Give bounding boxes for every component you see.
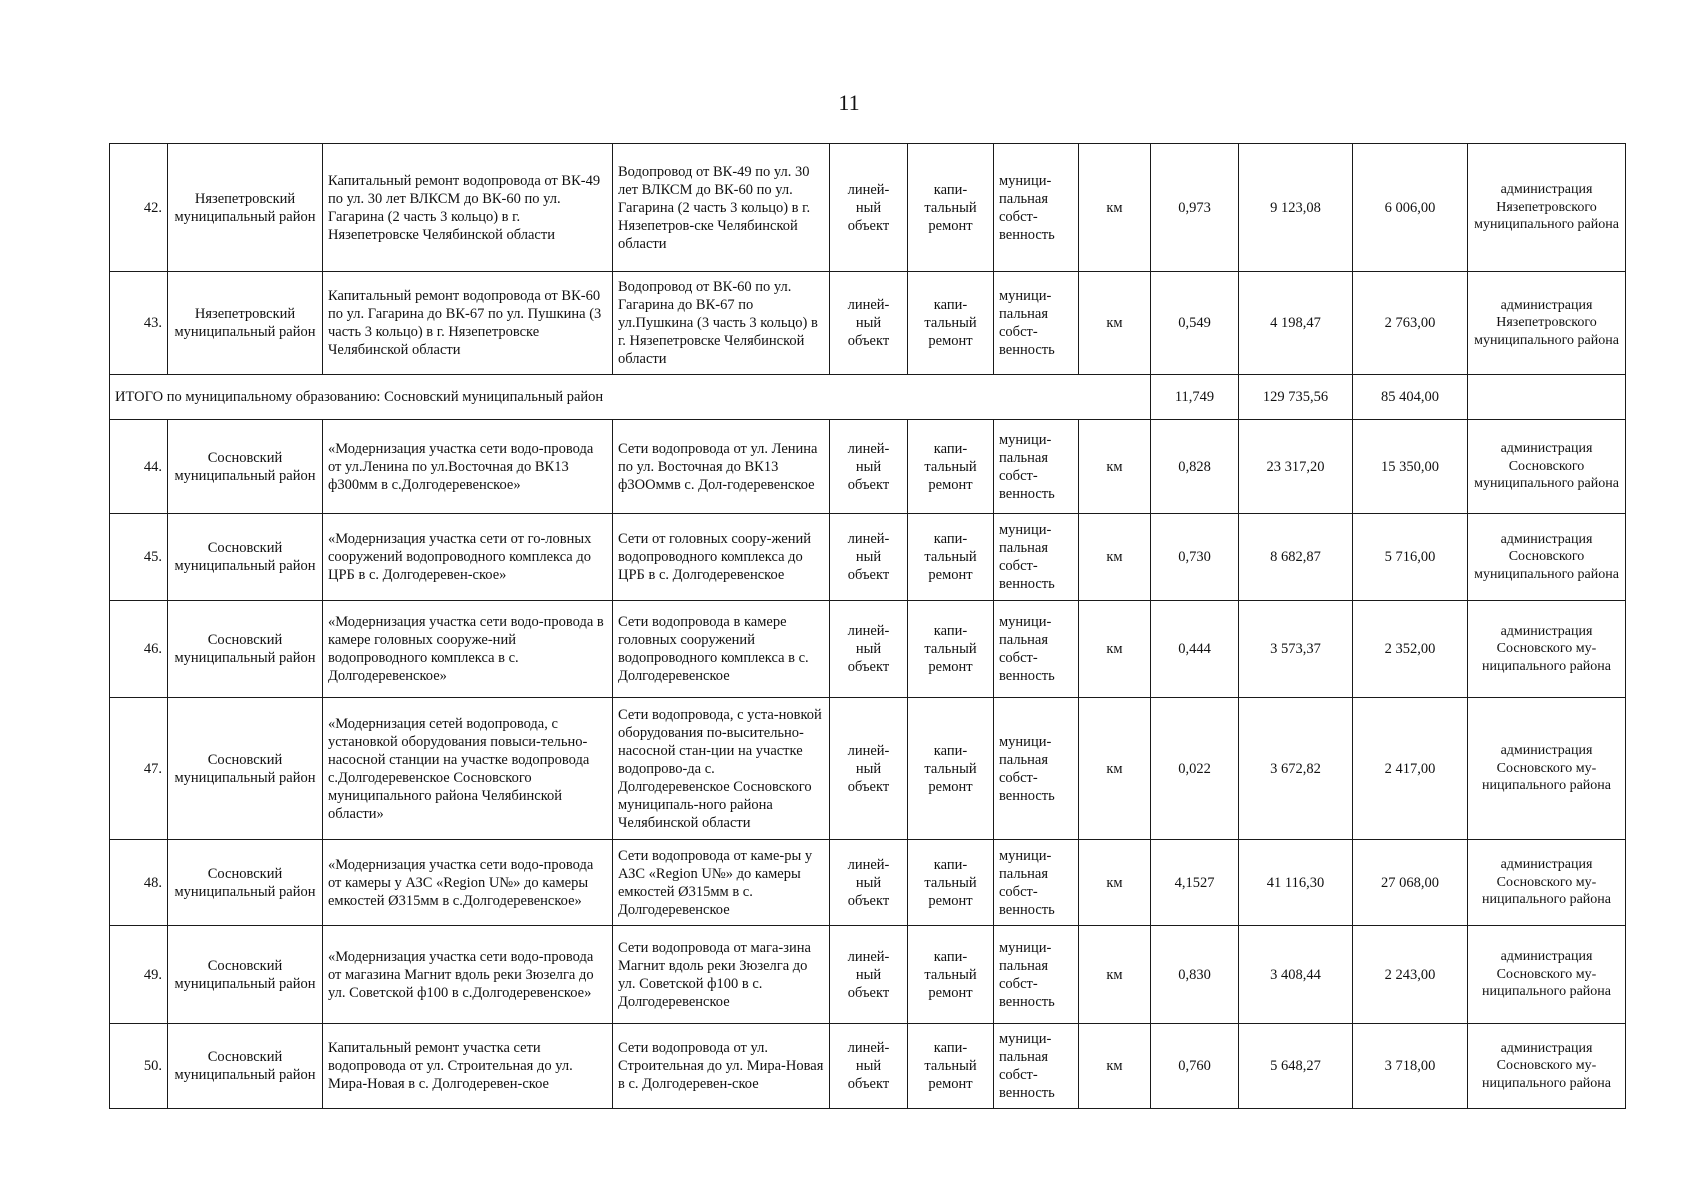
ownership-form: муници-пальная собст-венность (994, 144, 1079, 272)
object-name: Сети водопровода от ул. Строительная до ул. Мира-Новая в с. Долгодеревен-ское (613, 1024, 830, 1109)
cost-value: 23 317,20 (1239, 420, 1353, 514)
cost-value: 3 573,37 (1239, 601, 1353, 698)
length-value: 0,830 (1151, 926, 1239, 1024)
row-number: 44. (110, 420, 168, 514)
subsidy-value: 3 718,00 (1353, 1024, 1468, 1109)
cost-value: 3 672,82 (1239, 698, 1353, 840)
length-value: 0,760 (1151, 1024, 1239, 1109)
measure-name: «Модернизация участка сети водо-провода от камеры у АЗС «Region U№» до камеры емкостей Ø315мм в с.Долгодеревенское» (323, 840, 613, 926)
object-type: линей-ный объект (830, 1024, 908, 1109)
object-name: Сети водопровода, с уста-новкой оборудования по-высительно-насосной стан-ции на участке водопрово-да с. Долгодеревенское Сосновского муниципаль-ного района Челябинской области (613, 698, 830, 840)
row-number: 47. (110, 698, 168, 840)
total-label: ИТОГО по муниципальному образованию: Сосновский муниципальный район (110, 375, 1151, 420)
object-type: линей-ный объект (830, 601, 908, 698)
object-name: Сети водопровода в камере головных сооружений водопроводного комплекса в с. Долгодеревенское (613, 601, 830, 698)
administration-name: администрация Сосновского му-ниципального района (1468, 1024, 1626, 1109)
total-cost: 129 735,56 (1239, 375, 1353, 420)
measure-name: Капитальный ремонт участка сети водопровода от ул. Строительная до ул. Мира-Новая в с. Долгодеревен-ское (323, 1024, 613, 1109)
cost-value: 8 682,87 (1239, 514, 1353, 601)
row-number: 49. (110, 926, 168, 1024)
district-name: Сосновский муниципальный район (168, 601, 323, 698)
cost-value: 41 116,30 (1239, 840, 1353, 926)
measure-unit: км (1079, 514, 1151, 601)
measure-name: «Модернизация сетей водопровода, с установкой оборудования повыси-тельно-насосной станции на участке водопровода с.Долгодеревенское Сосновского муниципального района Челябинской области» (323, 698, 613, 840)
measure-unit: км (1079, 1024, 1151, 1109)
object-type: линей-ный объект (830, 514, 908, 601)
ownership-form: муници-пальная собст-венность (994, 926, 1079, 1024)
district-name: Сосновский муниципальный район (168, 926, 323, 1024)
object-name: Водопровод от ВК-60 по ул. Гагарина до ВК-67 по ул.Пушкина (3 часть 3 кольцо) в г. Нязепетровске Челябинской области (613, 272, 830, 375)
measure-name: Капитальный ремонт водопровода от ВК-60 по ул. Гагарина до ВК-67 по ул. Пушкина (3 часть 3 кольцо) в г. Нязепетровске Челябинской области (323, 272, 613, 375)
work-type: капи-тальный ремонт (908, 272, 994, 375)
measure-unit: км (1079, 698, 1151, 840)
object-name: Водопровод от ВК-49 по ул. 30 лет ВЛКСМ до ВК-60 по ул. Гагарина (2 часть 3 кольцо) в г. Нязепетров-ске Челябинской области (613, 144, 830, 272)
measure-unit: км (1079, 926, 1151, 1024)
administration-name: администрация Сосновского му-ниципального района (1468, 698, 1626, 840)
object-type: линей-ный объект (830, 272, 908, 375)
row-number: 50. (110, 1024, 168, 1109)
cost-value: 3 408,44 (1239, 926, 1353, 1024)
cost-value: 5 648,27 (1239, 1024, 1353, 1109)
object-name: Сети водопровода от мага-зина Магнит вдоль реки Зюзелга до ул. Советской ф100 в с. Долгодеревенское (613, 926, 830, 1024)
administration-name: администрация Сосновского му-ниципального района (1468, 926, 1626, 1024)
work-type: капи-тальный ремонт (908, 601, 994, 698)
length-value: 4,1527 (1151, 840, 1239, 926)
total-length: 11,749 (1151, 375, 1239, 420)
administration-name: администрация Сосновского му-ниципального района (1468, 601, 1626, 698)
table-row (110, 840, 1626, 926)
subsidy-value: 2 352,00 (1353, 601, 1468, 698)
object-name: Сети от головных соору-жений водопроводного комплекса до ЦРБ в с. Долгодеревенское (613, 514, 830, 601)
table-body-top (110, 144, 1626, 375)
table-row (110, 698, 1626, 840)
measure-unit: км (1079, 144, 1151, 272)
district-name: Сосновский муниципальный район (168, 1024, 323, 1109)
subsidy-value: 15 350,00 (1353, 420, 1468, 514)
page-number: 11 (838, 90, 860, 115)
measure-unit: км (1079, 420, 1151, 514)
length-value: 0,973 (1151, 144, 1239, 272)
district-name: Сосновский муниципальный район (168, 514, 323, 601)
total-row (110, 375, 1626, 420)
work-type: капи-тальный ремонт (908, 1024, 994, 1109)
length-value: 0,730 (1151, 514, 1239, 601)
work-type: капи-тальный ремонт (908, 514, 994, 601)
measure-name: «Модернизация участка сети водо-провода в камере головных сооруже-ний водопроводного комплекса в с. Долгодеревенское» (323, 601, 613, 698)
work-type: капи-тальный ремонт (908, 420, 994, 514)
ownership-form: муници-пальная собст-венность (994, 1024, 1079, 1109)
work-type: капи-тальный ремонт (908, 840, 994, 926)
district-name: Сосновский муниципальный район (168, 840, 323, 926)
district-name: Сосновский муниципальный район (168, 420, 323, 514)
administration-name: администрация Нязепетровского муниципального района (1468, 272, 1626, 375)
ownership-form: муници-пальная собст-венность (994, 420, 1079, 514)
measure-unit: км (1079, 272, 1151, 375)
row-number: 45. (110, 514, 168, 601)
program-table (109, 143, 1626, 1109)
object-name: Сети водопровода от ул. Ленина по ул. Восточная до ВК13 ф3ООммв с. Дол-годеревенское (613, 420, 830, 514)
total-empty-cell (1468, 375, 1626, 420)
ownership-form: муници-пальная собст-венность (994, 601, 1079, 698)
length-value: 0,549 (1151, 272, 1239, 375)
object-name: Сети водопровода от каме-ры у АЗС «Region U№» до камеры емкостей Ø315мм в с. Долгодеревенское (613, 840, 830, 926)
table-row (110, 272, 1626, 375)
total-subsidy: 85 404,00 (1353, 375, 1468, 420)
row-number: 43. (110, 272, 168, 375)
measure-name: Капитальный ремонт водопровода от ВК-49 по ул. 30 лет ВЛКСМ до ВК-60 по ул. Гагарина (2 часть 3 кольцо) в г. Нязепетровске Челябинской области (323, 144, 613, 272)
row-number: 46. (110, 601, 168, 698)
district-name: Нязепетровский муниципальный район (168, 272, 323, 375)
ownership-form: муници-пальная собст-венность (994, 698, 1079, 840)
work-type: капи-тальный ремонт (908, 926, 994, 1024)
work-type: капи-тальный ремонт (908, 698, 994, 840)
table-row (110, 601, 1626, 698)
administration-name: администрация Сосновского муниципального района (1468, 514, 1626, 601)
measure-name: «Модернизация участка сети водо-провода от магазина Магнит вдоль реки Зюзелга до ул. Советской ф100 в с.Долгодеревенское» (323, 926, 613, 1024)
district-name: Сосновский муниципальный район (168, 698, 323, 840)
table-row (110, 514, 1626, 601)
administration-name: администрация Нязепетровского муниципального района (1468, 144, 1626, 272)
subsidy-value: 2 417,00 (1353, 698, 1468, 840)
table-row (110, 1024, 1626, 1109)
cost-value: 9 123,08 (1239, 144, 1353, 272)
row-number: 48. (110, 840, 168, 926)
object-type: линей-ный объект (830, 420, 908, 514)
ownership-form: муници-пальная собст-венность (994, 514, 1079, 601)
measure-name: «Модернизация участка сети водо-провода от ул.Ленина по ул.Восточная до ВК13 ф300мм в с.Долгодеревенское» (323, 420, 613, 514)
subsidy-value: 6 006,00 (1353, 144, 1468, 272)
subsidy-value: 2 763,00 (1353, 272, 1468, 375)
object-type: линей-ный объект (830, 698, 908, 840)
subsidy-value: 2 243,00 (1353, 926, 1468, 1024)
table-row (110, 420, 1626, 514)
object-type: линей-ный объект (830, 926, 908, 1024)
administration-name: администрация Сосновского муниципального района (1468, 420, 1626, 514)
length-value: 0,828 (1151, 420, 1239, 514)
ownership-form: муници-пальная собст-венность (994, 840, 1079, 926)
measure-name: «Модернизация участка сети от го-ловных сооружений водопроводного комплекса до ЦРБ в с. Долгодеревен-ское» (323, 514, 613, 601)
length-value: 0,022 (1151, 698, 1239, 840)
table-total-section (110, 375, 1626, 420)
district-name: Нязепетровский муниципальный район (168, 144, 323, 272)
length-value: 0,444 (1151, 601, 1239, 698)
table-row (110, 926, 1626, 1024)
administration-name: администрация Сосновского му-ниципального района (1468, 840, 1626, 926)
table-body-bottom (110, 420, 1626, 1109)
object-type: линей-ный объект (830, 144, 908, 272)
object-type: линей-ный объект (830, 840, 908, 926)
subsidy-value: 5 716,00 (1353, 514, 1468, 601)
work-type: капи-тальный ремонт (908, 144, 994, 272)
measure-unit: км (1079, 840, 1151, 926)
table-row (110, 144, 1626, 272)
cost-value: 4 198,47 (1239, 272, 1353, 375)
subsidy-value: 27 068,00 (1353, 840, 1468, 926)
measure-unit: км (1079, 601, 1151, 698)
row-number: 42. (110, 144, 168, 272)
ownership-form: муници-пальная собст-венность (994, 272, 1079, 375)
